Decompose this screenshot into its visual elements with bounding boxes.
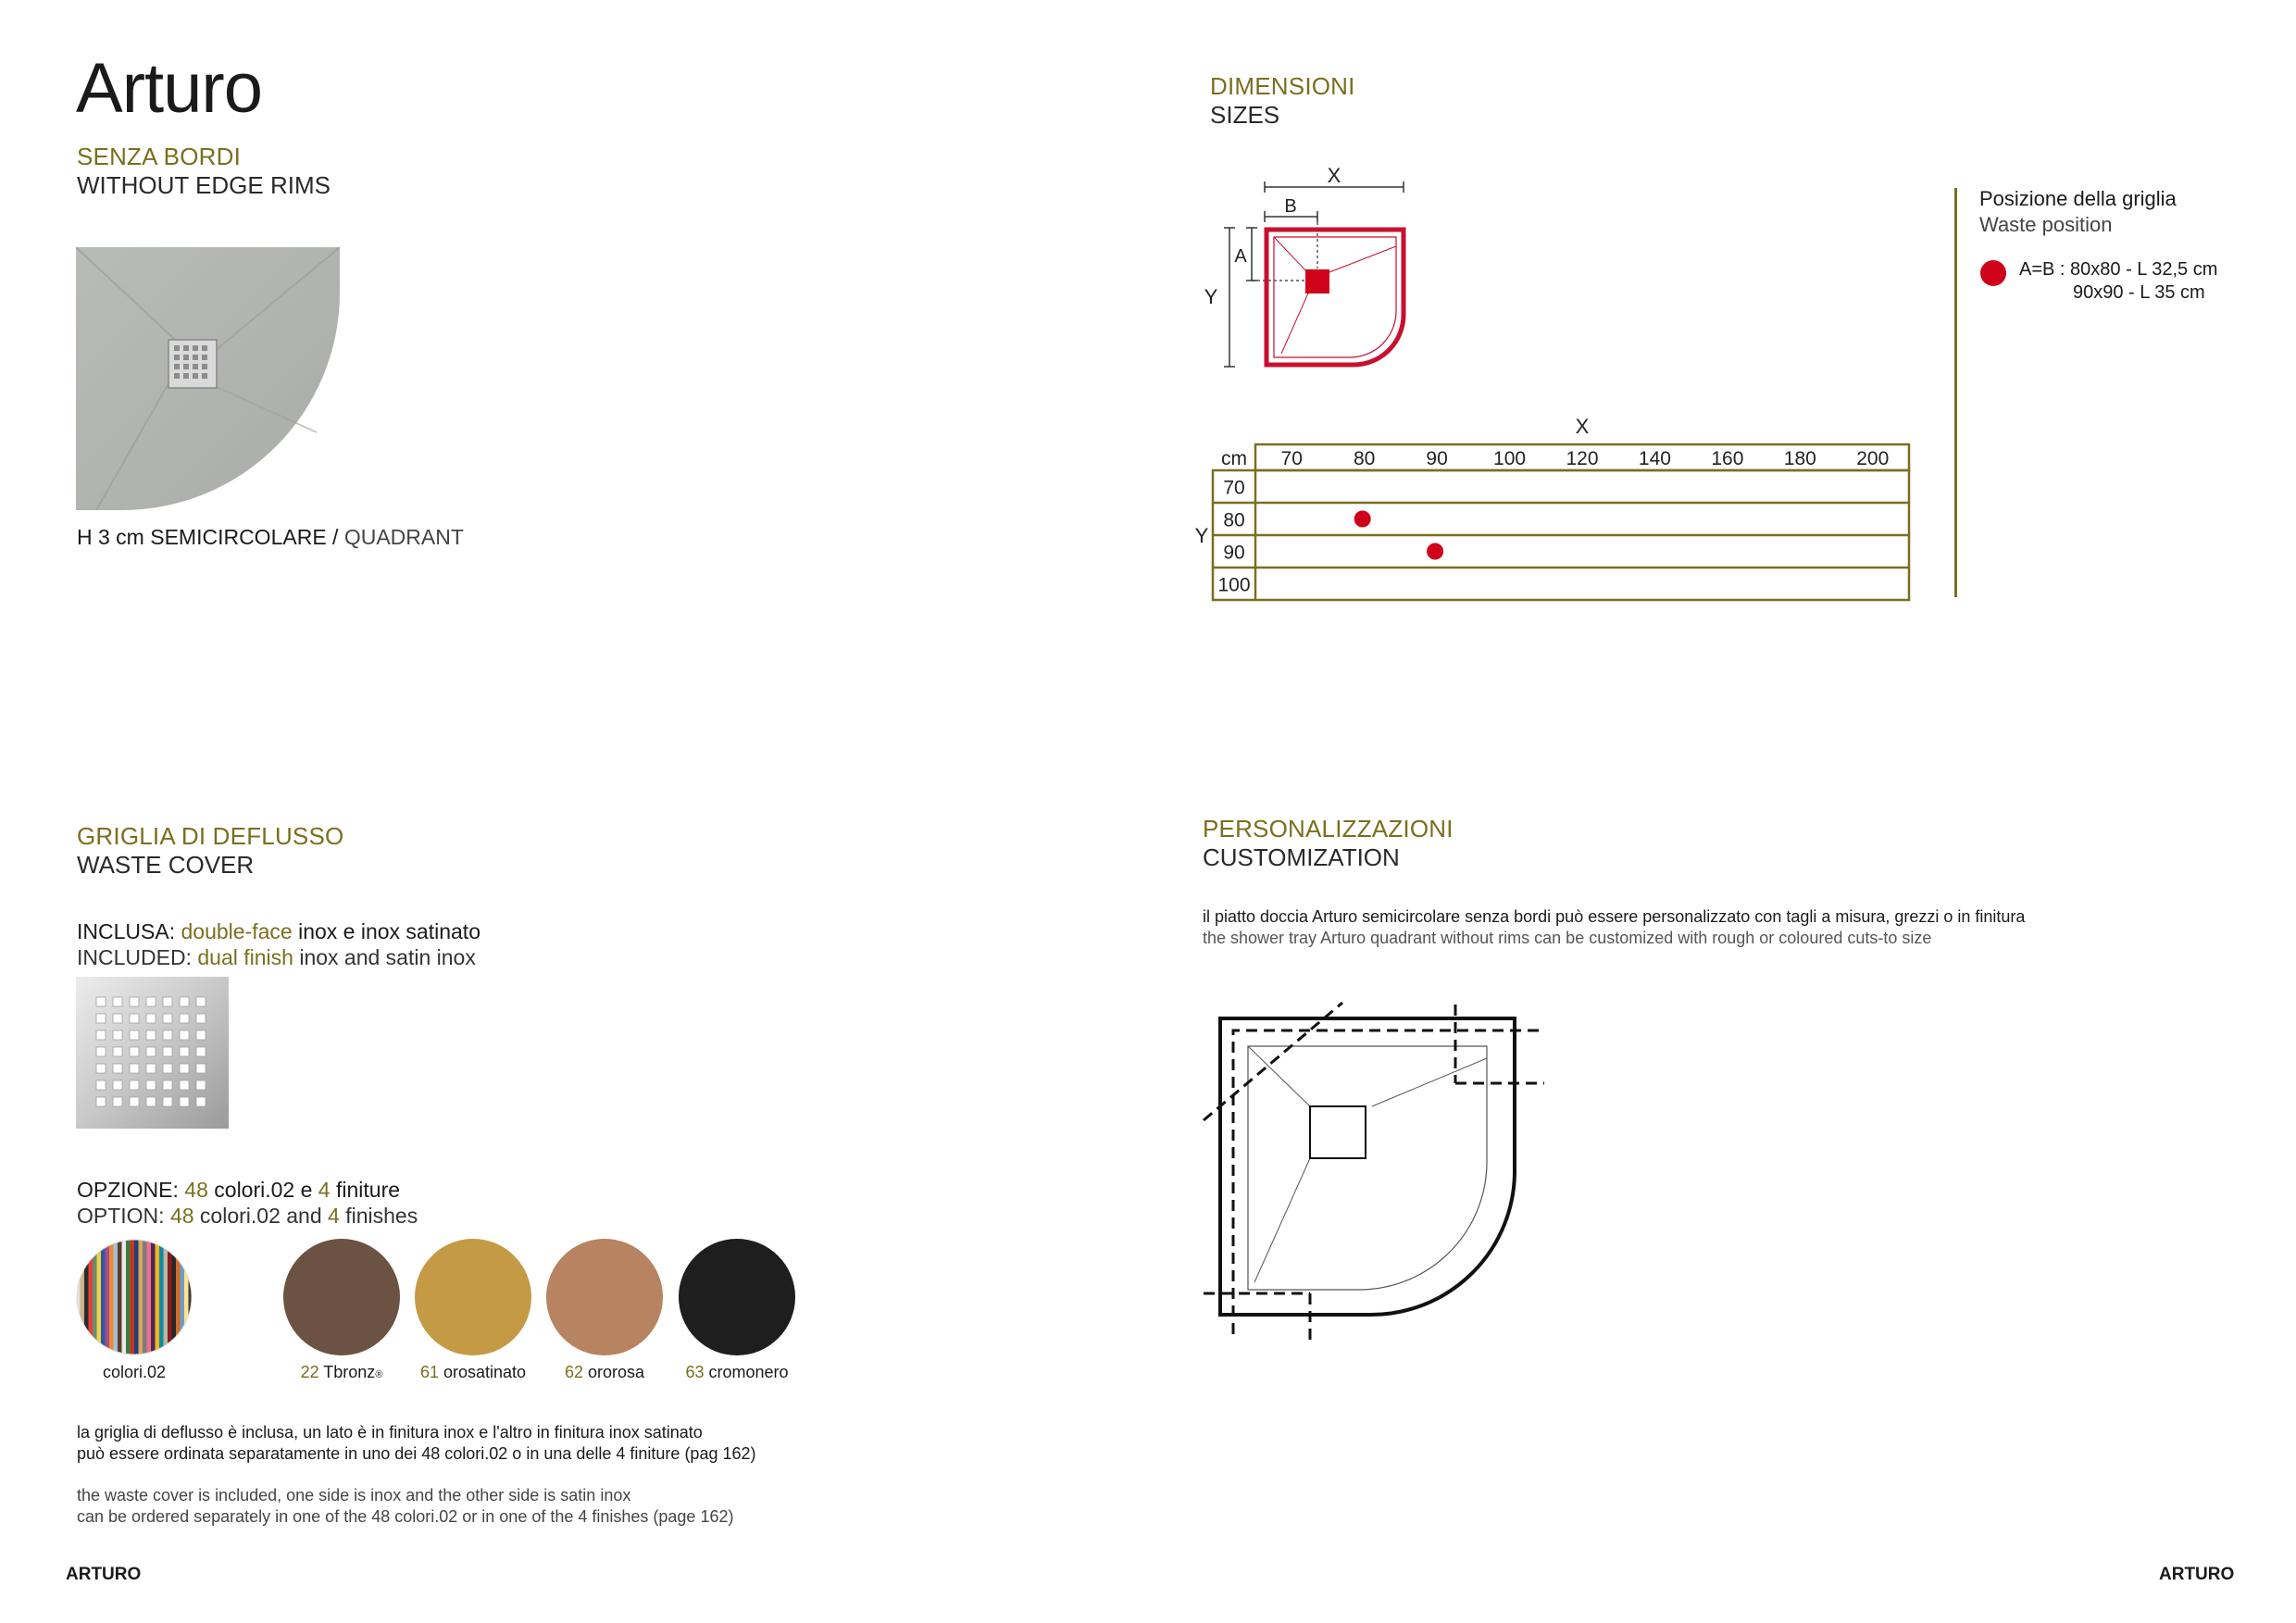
color-stripe — [147, 1239, 152, 1355]
swatch-label-colori — [60, 1363, 208, 1382]
subtitle-it: SENZA BORDI — [77, 143, 242, 170]
diagram-label-a: A — [1234, 246, 1247, 267]
table-column-header: 80 — [1353, 448, 1376, 469]
table-column-header: 140 — [1638, 448, 1671, 469]
table-column-header: 180 — [1783, 448, 1816, 469]
footer-right: ARTURO — [2159, 1565, 2235, 1584]
waste-position-title-it: Posizione della griglia — [1979, 187, 2177, 210]
drain-hole — [163, 1047, 172, 1056]
sizes-table — [1194, 407, 1926, 602]
swatch-ororosa — [546, 1239, 663, 1355]
swatch-code: 63 — [685, 1363, 705, 1381]
legend-divider — [1954, 188, 1957, 597]
diagram-label-b: B — [1284, 196, 1297, 217]
note-it-line1: la griglia di deflusso è inclusa, un lato è in finitura inox e l'altro in finitura inox satinato — [77, 1423, 703, 1442]
included-it-c: inox e inox satinato — [292, 919, 480, 943]
drain-hole — [196, 1014, 206, 1023]
note-en — [77, 1485, 733, 1528]
drain-hole — [96, 1080, 106, 1090]
option-it-d: 4 — [318, 1178, 331, 1202]
drain-hole — [163, 997, 172, 1006]
note-it — [77, 1422, 756, 1465]
color-stripe — [126, 1239, 131, 1355]
drain-hole — [113, 1097, 122, 1106]
waste-cover-heading-en: WASTE COVER — [77, 851, 255, 879]
included-it-a: INCLUSA: — [77, 919, 181, 943]
table-unit: cm — [1221, 448, 1247, 469]
table-column-header: 120 — [1566, 448, 1599, 469]
drain-hole — [163, 1080, 172, 1090]
swatch-name: colori.02 — [102, 1363, 167, 1381]
drain-hole — [130, 1080, 139, 1090]
color-stripe — [114, 1239, 119, 1355]
table-column-header: 200 — [1856, 448, 1890, 469]
drain-hole — [180, 997, 189, 1006]
drain-hole — [130, 1030, 139, 1040]
swatch-code: 62 — [564, 1363, 583, 1381]
color-stripe — [181, 1239, 185, 1355]
swatch-name: Tbronz — [318, 1363, 376, 1381]
option-en — [77, 1204, 418, 1229]
drain-hole — [146, 997, 156, 1006]
option-it — [77, 1178, 400, 1203]
drain-hole — [180, 1030, 189, 1040]
swatch-name: orosatinato — [438, 1363, 527, 1381]
drain-hole — [96, 1030, 106, 1040]
drain-hole — [196, 1097, 206, 1106]
color-stripe — [143, 1239, 147, 1355]
dimensions-heading-it: DIMENSIONI — [1210, 72, 1355, 100]
dimensions-heading-en: SIZES — [1210, 101, 1280, 129]
customization-heading-en: CUSTOMIZATION — [1203, 843, 1400, 871]
drain-hole — [196, 1064, 206, 1073]
waste-position-line2: 90x90 - L 35 cm — [2073, 282, 2205, 303]
color-stripe — [101, 1239, 106, 1355]
drain-hole — [180, 1014, 189, 1023]
drain-hole — [163, 1064, 172, 1073]
swatch-tbronz — [283, 1239, 400, 1355]
swatch-orosatinato — [415, 1239, 531, 1355]
drain-hole — [196, 1047, 206, 1056]
color-stripe — [184, 1239, 189, 1355]
included-en — [77, 945, 476, 970]
drain-hole — [130, 1097, 139, 1106]
color-stripe — [109, 1239, 114, 1355]
diagram-label-x: X — [1327, 164, 1341, 187]
drain-hole — [113, 1064, 122, 1073]
drain-hole — [96, 1097, 106, 1106]
customization-heading-it: PERSONALIZZAZIONI — [1203, 815, 1454, 843]
table-row-header: 80 — [1223, 509, 1245, 531]
swatch-suffix: ® — [375, 1369, 383, 1380]
drain-hole — [163, 1097, 172, 1106]
waste-position-title-en: Waste position — [1979, 213, 2113, 236]
option-it-b: 48 — [184, 1178, 208, 1202]
table-row-header: 70 — [1223, 477, 1245, 499]
option-en-d: 4 — [328, 1204, 340, 1228]
drain-hole — [96, 1047, 106, 1056]
drain-hole — [113, 1080, 122, 1090]
table-row-header: 90 — [1223, 542, 1245, 564]
drain-hole — [163, 1014, 172, 1023]
option-it-a: OPZIONE: — [77, 1178, 185, 1202]
drain-hole — [96, 1064, 106, 1073]
drain-hole — [130, 1064, 139, 1073]
drain-hole — [180, 1047, 189, 1056]
swatch-label-cromonero — [663, 1363, 811, 1382]
drain-hole — [180, 1064, 189, 1073]
swatch-colori-02 — [76, 1239, 193, 1355]
drain-hole — [130, 997, 139, 1006]
waste-position-marker — [1980, 260, 2006, 286]
table-y-label: Y — [1194, 524, 1209, 547]
color-stripe — [97, 1239, 102, 1355]
color-stripe — [89, 1239, 94, 1355]
caption-semicircolare: SEMICIRCOLARE — [150, 525, 327, 549]
drain-hole — [146, 1064, 156, 1073]
drain-hole — [113, 1047, 122, 1056]
caption-height: H 3 cm — [77, 525, 144, 549]
option-en-b: 48 — [169, 1204, 194, 1228]
color-stripe — [81, 1239, 85, 1355]
waste-cover-image — [76, 977, 229, 1129]
drain-hole — [130, 1014, 139, 1023]
color-stripe — [106, 1239, 110, 1355]
option-it-e: finiture — [330, 1178, 401, 1202]
included-it-b: double-face — [181, 919, 293, 943]
table-column-header: 160 — [1711, 448, 1744, 469]
included-it — [77, 919, 480, 944]
caption-separator: / — [326, 525, 344, 549]
drain-hole — [180, 1097, 189, 1106]
note-en-line2: can be ordered separately in one of the 48 colori.02 or in one of the 4 finishes (page 162) — [77, 1507, 734, 1526]
drain-hole — [146, 1047, 156, 1056]
swatch-cromonero — [679, 1239, 795, 1355]
table-column-header: 100 — [1493, 448, 1527, 469]
color-stripe — [168, 1239, 172, 1355]
product-caption — [77, 525, 464, 550]
drain-hole — [180, 1080, 189, 1090]
color-stripe — [159, 1239, 164, 1355]
drain-hole — [130, 1047, 139, 1056]
swatch-label-orosatinato — [399, 1363, 547, 1382]
swatch-name: ororosa — [582, 1363, 645, 1381]
drain-hole — [146, 1097, 156, 1106]
table-x-label: X — [1575, 415, 1590, 438]
drain-hole — [196, 1080, 206, 1090]
swatch-code: 22 — [300, 1363, 319, 1381]
dimension-diagram — [1200, 157, 1422, 380]
color-stripe — [151, 1239, 156, 1355]
color-stripe — [164, 1239, 168, 1355]
color-stripe — [131, 1239, 135, 1355]
subtitle-en: WITHOUT EDGE RIMS — [77, 171, 331, 199]
page-title: Arturo — [76, 49, 262, 128]
table-mark — [1354, 511, 1371, 528]
swatch-label-tbronz — [268, 1363, 416, 1382]
option-en-e: finishes — [339, 1204, 418, 1228]
drain-hole — [163, 1030, 172, 1040]
customization-text-en: the shower tray Arturo quadrant without rims can be customized with rough or coloured cuts-to size — [1203, 929, 1932, 947]
drain-hole — [146, 1080, 156, 1090]
product-image — [76, 247, 344, 510]
option-it-c: colori.02 e — [207, 1178, 318, 1202]
drain-hole — [113, 1030, 122, 1040]
table-row-header: 100 — [1217, 574, 1251, 596]
option-en-c: colori.02 and — [193, 1204, 329, 1228]
drain-hole — [113, 997, 122, 1006]
customization-text-it: il piatto doccia Arturo semicircolare senza bordi può essere personalizzato con tagli a misura, grezzi o in finitura — [1203, 907, 2026, 926]
included-en-a: INCLUDED: — [77, 945, 198, 969]
customization-diagram — [1194, 995, 1555, 1347]
color-stripe — [134, 1239, 139, 1355]
table-mark — [1427, 543, 1443, 560]
drain-hole — [146, 1014, 156, 1023]
waste-cover-heading-it: GRIGLIA DI DEFLUSSO — [77, 822, 344, 850]
swatch-label-ororosa — [530, 1363, 679, 1382]
note-en-line1: the waste cover is included, one side is inox and the other side is satin inox — [77, 1486, 631, 1504]
color-stripe — [176, 1239, 181, 1355]
table-column-header: 90 — [1426, 448, 1448, 469]
table-column-header: 70 — [1280, 448, 1303, 469]
drain-hole — [196, 997, 206, 1006]
drain-hole — [96, 997, 106, 1006]
swatch-code: 61 — [419, 1363, 439, 1381]
color-stripe — [118, 1239, 122, 1355]
waste-position-line1: A=B : 80x80 - L 32,5 cm — [2019, 259, 2218, 280]
swatch-name: cromonero — [704, 1363, 789, 1381]
color-stripe — [122, 1239, 127, 1355]
diagram-label-y: Y — [1204, 285, 1218, 308]
drain-hole — [96, 1014, 106, 1023]
drain-hole — [146, 1030, 156, 1040]
included-en-c: inox and satin inox — [293, 945, 476, 969]
footer-left: ARTURO — [66, 1565, 142, 1584]
included-en-b: dual finish — [197, 945, 293, 969]
color-stripe — [84, 1239, 89, 1355]
caption-quadrant: QUADRANT — [343, 525, 464, 549]
color-stripe — [139, 1239, 144, 1355]
color-stripe — [156, 1239, 160, 1355]
note-it-line2: può essere ordinata separatamente in uno dei 48 colori.02 o in una delle 4 finiture (pag 162) — [77, 1444, 756, 1463]
drain-hole — [196, 1030, 206, 1040]
option-en-a: OPTION: — [77, 1204, 170, 1228]
drain-hole — [113, 1014, 122, 1023]
